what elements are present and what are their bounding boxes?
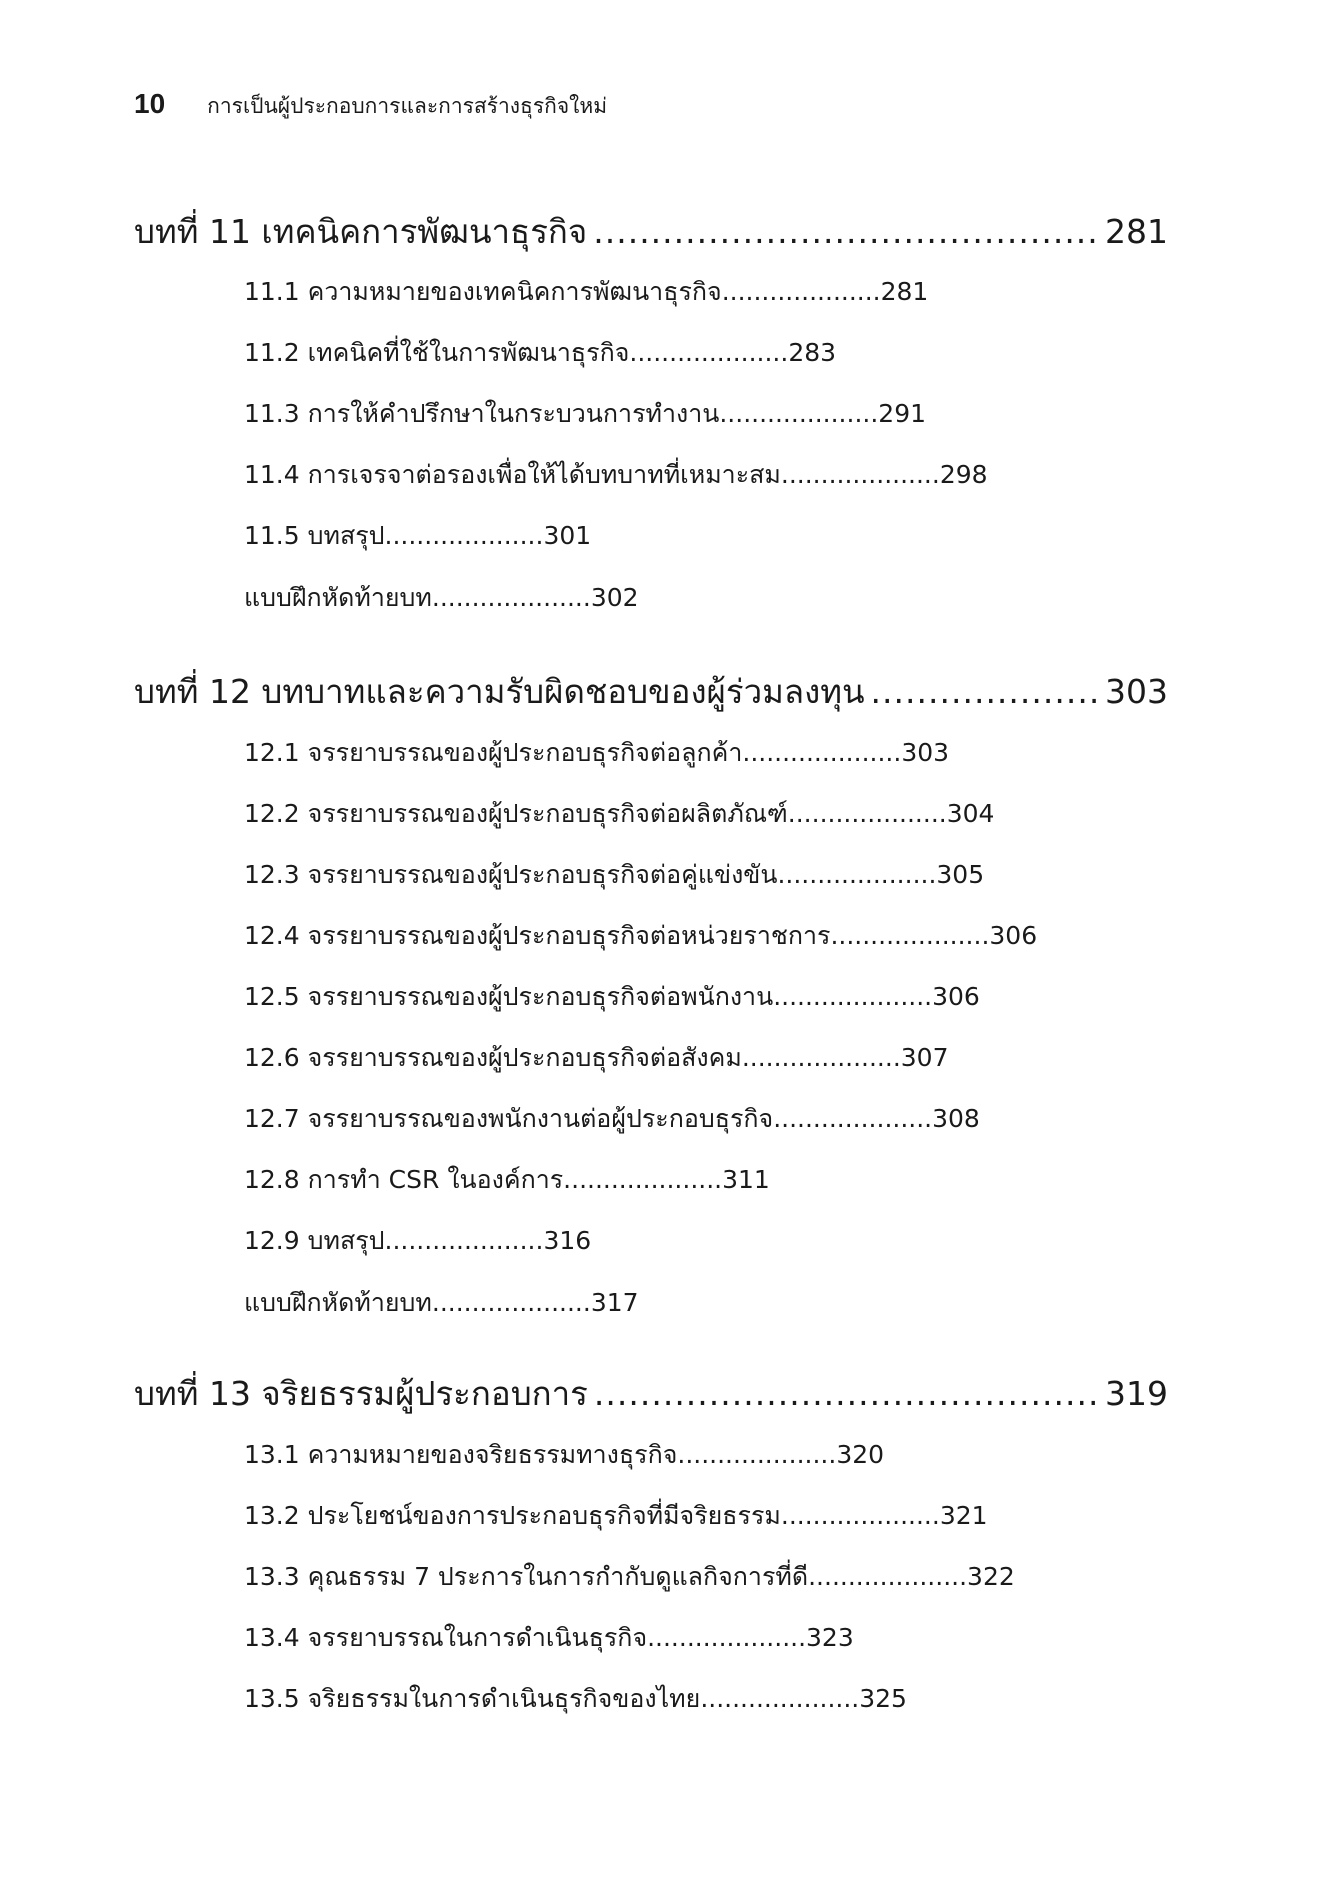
entry-title: แบบฝึกหัดท้ายบท — [244, 1288, 432, 1317]
entry-page: 325 — [859, 1684, 907, 1713]
toc-entry — [244, 578, 639, 618]
chapter-page: 281 — [1105, 212, 1168, 251]
toc-entry — [244, 1038, 948, 1078]
entry-page: 306 — [989, 921, 1038, 950]
dot-leader: .................... — [719, 399, 879, 428]
entry-title: 11.5 บทสรุป — [244, 521, 385, 550]
dot-leader — [593, 212, 1099, 251]
dot-leader: .................... — [563, 1165, 723, 1194]
entry-page: 320 — [836, 1440, 885, 1469]
entry-page: 308 — [932, 1104, 980, 1133]
entry-page: 323 — [806, 1623, 854, 1652]
entry-title: 13.4 จรรยาบรรณในการดำเนินธุรกิจ — [244, 1623, 648, 1652]
dot-leader: .................... — [787, 799, 947, 828]
dot-leader: .................... — [777, 860, 937, 889]
toc-entry — [244, 1099, 980, 1139]
dot-leader: .................... — [780, 1501, 940, 1530]
dot-leader: .................... — [773, 1104, 933, 1133]
entry-page: 283 — [788, 338, 837, 367]
entry-page: 316 — [543, 1226, 592, 1255]
toc-entry — [244, 1160, 770, 1200]
toc-entry — [244, 916, 1037, 956]
entry-title: 12.8 การทำ CSR ในองค์การ — [244, 1165, 564, 1194]
entry-title: 13.2 ประโยชน์ของการประกอบธุรกิจที่มีจริยธรรม — [244, 1501, 781, 1530]
dot-leader: .................... — [780, 460, 940, 489]
entry-title: 12.2 จรรยาบรรณของผู้ประกอบธุรกิจต่อผลิตภัณฑ์ — [244, 799, 788, 828]
entry-title: 12.3 จรรยาบรรณของผู้ประกอบธุรกิจต่อคู่แข่งขัน — [244, 860, 778, 889]
entry-title: 11.2 เทคนิคที่ใช้ในการพัฒนาธุรกิจ — [244, 338, 630, 367]
dot-leader — [871, 672, 1099, 711]
page-number: 10 — [134, 88, 166, 119]
entry-title: 12.1 จรรยาบรรณของผู้ประกอบธุรกิจต่อลูกค้า — [244, 738, 743, 767]
entry-page: 302 — [590, 583, 639, 612]
toc-entry — [244, 394, 926, 434]
book-title: การเป็นผู้ประกอบการและการสร้างธุรกิจใหม่ — [207, 94, 608, 118]
entry-page: 301 — [543, 521, 592, 550]
entry-title: แบบฝึกหัดท้ายบท — [244, 583, 432, 612]
toc-entry — [244, 455, 988, 495]
toc-entry — [244, 516, 591, 556]
entry-title: 12.6 จรรยาบรรณของผู้ประกอบธุรกิจต่อสังคม — [244, 1043, 742, 1072]
dot-leader: .................... — [384, 1226, 544, 1255]
chapter-11-heading — [134, 205, 1168, 258]
entry-title: 12.7 จรรยาบรรณของพนักงานต่อผู้ประกอบธุรกิจ — [244, 1104, 774, 1133]
entry-title: 11.3 การให้คำปรึกษาในกระบวนการทำงาน — [244, 399, 720, 428]
toc-entry — [244, 1557, 1015, 1597]
toc-entry — [244, 1435, 884, 1475]
toc-entry — [244, 333, 836, 373]
dot-leader: .................... — [808, 1562, 968, 1591]
entry-title: 11.1 ความหมายของเทคนิคการพัฒนาธุรกิจ — [244, 277, 722, 306]
entry-page: 303 — [901, 738, 950, 767]
dot-leader: .................... — [741, 1043, 901, 1072]
toc-entry — [244, 794, 994, 834]
entry-page: 322 — [967, 1562, 1015, 1591]
toc-entry — [244, 1618, 854, 1658]
dot-leader: .................... — [629, 338, 789, 367]
entry-page: 304 — [946, 799, 995, 828]
entry-page: 291 — [878, 399, 927, 428]
dot-leader: .................... — [384, 521, 544, 550]
dot-leader: .................... — [431, 1288, 591, 1317]
dot-leader — [594, 1374, 1099, 1413]
entry-page: 317 — [590, 1288, 639, 1317]
entry-page: 307 — [900, 1043, 949, 1072]
dot-leader: .................... — [700, 1684, 860, 1713]
entry-page: 311 — [722, 1165, 770, 1194]
toc-entry — [244, 733, 949, 773]
entry-title: 13.3 คุณธรรม 7 ประการในการกำกับดูแลกิจการที่ดี — [244, 1562, 809, 1591]
toc-entry — [244, 1496, 988, 1536]
entry-page: 281 — [880, 277, 929, 306]
dot-leader: .................... — [677, 1440, 837, 1469]
entry-title: 13.1 ความหมายของจริยธรรมทางธุรกิจ — [244, 1440, 678, 1469]
toc-entry — [244, 272, 928, 312]
entry-title: 12.9 บทสรุป — [244, 1226, 385, 1255]
dot-leader: .................... — [830, 921, 990, 950]
dot-leader: .................... — [721, 277, 881, 306]
toc-entry — [244, 977, 980, 1017]
entry-title: 12.5 จรรยาบรรณของผู้ประกอบธุรกิจต่อพนักงาน — [244, 982, 774, 1011]
entry-page: 306 — [932, 982, 980, 1011]
entry-title: 11.4 การเจรจาต่อรองเพื่อให้ได้บทบาทที่เหมาะสม — [244, 460, 781, 489]
chapter-title: บทที่ 12 บทบาทและความรับผิดชอบของผู้ร่วมลงทุน — [134, 672, 865, 711]
entry-page: 298 — [939, 460, 988, 489]
entry-title: 12.4 จรรยาบรรณของผู้ประกอบธุรกิจต่อหน่วยราชการ — [244, 921, 831, 950]
toc-entry — [244, 855, 984, 895]
dot-leader: .................... — [742, 738, 902, 767]
running-header — [134, 88, 607, 123]
chapter-13-heading — [134, 1367, 1168, 1420]
chapter-title: บทที่ 13 จริยธรรมผู้ประกอบการ — [134, 1374, 588, 1413]
chapter-12-heading — [134, 665, 1168, 718]
chapter-page: 303 — [1105, 672, 1168, 711]
entry-page: 305 — [936, 860, 985, 889]
toc-entry — [244, 1221, 591, 1261]
dot-leader: .................... — [647, 1623, 807, 1652]
toc-entry — [244, 1283, 639, 1323]
chapter-page: 319 — [1105, 1374, 1168, 1413]
entry-page: 321 — [939, 1501, 988, 1530]
dot-leader: .................... — [431, 583, 591, 612]
entry-title: 13.5 จริยธรรมในการดำเนินธุรกิจของไทย — [244, 1684, 701, 1713]
chapter-title: บทที่ 11 เทคนิคการพัฒนาธุรกิจ — [134, 212, 588, 251]
toc-entry — [244, 1679, 907, 1719]
dot-leader: .................... — [773, 982, 933, 1011]
